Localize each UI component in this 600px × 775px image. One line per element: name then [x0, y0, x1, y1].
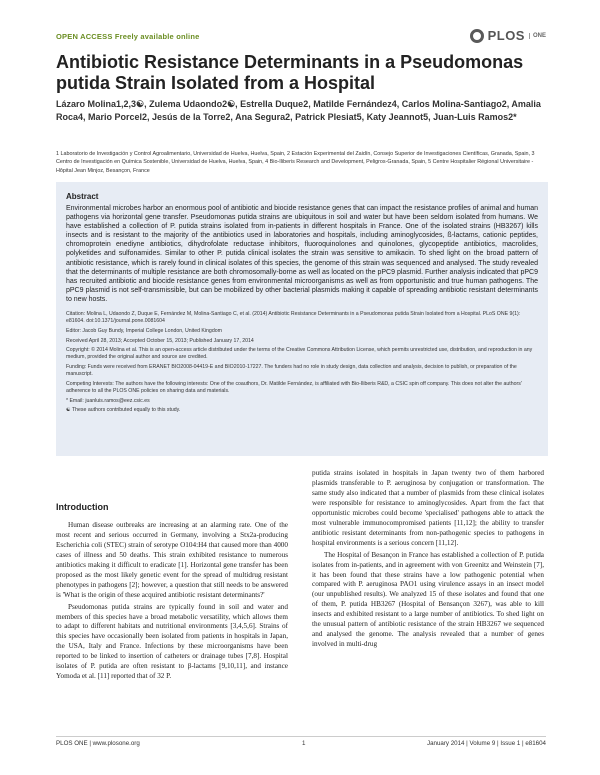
plos-one-label: ONE: [529, 33, 546, 39]
competing-interests: Competing Interests: The authors have the following interests: One of the coauthors, Dr. Matilde Fernández, is affiliated with Bio-Iliberis R&D, a CSIC spin off company. This does not alter the authors' adherence to all the PLOS ONE policies on sharing data and materials.: [66, 380, 522, 394]
page-footer: [56, 740, 546, 752]
email: * Email: juanluis.ramos@eez.csic.es: [66, 397, 150, 404]
funding: Funding: Funds were received from ERANET BIO2008-04419-E and BIO2010-17227. The funders had no role in study design, data collection and analysis, decision to publish, or preparation of the manuscript.: [66, 363, 517, 378]
intro-paragraph-1: Human disease outbreaks are increasing at an alarming rate. One of the most recent and serious occurred in Germany, involving a Stx2a-producing Escherichia coli (STEC) strain of serotype O104:H4 that caused more than 4000 cases of illness and 50 deaths. This strain exhibited resistance to numerous antibiotics making it difficult to eradicate [1]. Horizontal gene transfer has been proposed as the most likely genetic event for the spread of multidrug resistant phenotypes in pathogens [2]; however, a question that still needs to be answered is 'What is the origin of these acquired antibiotic resistant determinants?': [56, 520, 288, 599]
page-number: 1: [302, 740, 306, 747]
dates: Received April 28, 2013; Accepted October 15, 2013; Published January 17, 2014: [66, 337, 254, 344]
right-paragraph-2: The Hospital of Besançon in France has established a collection of P. putida isolates from in-patients, and in agreement with von Greenitz and Weinstein [7], it has been found that these strains have a low pathogenic potential when compared with P. aeruginosa PAO1 using virulence assays in an insect model (our unpublished results). We analyzed 15 of these isolates and found that one of them, P. putida HB3267 (Hospital of Bensançon 3267), was able to kill insects and exhibited resistant to a large number of antibiotics. To shed light on the unusual pattern of antibiotic resistance of the strain HB3267 we sequenced and analysed the genome. The analysis revealed that a number of genes involved in multi-drug: [312, 550, 544, 649]
abstract-box: [56, 182, 548, 456]
copyright: Copyright: © 2014 Molina et al. This is an open-access article distributed under the terms of the Creative Commons Attribution License, which permits unrestricted use, distribution, and reproduction in any medium, provided the original author and source are credited.: [66, 347, 533, 361]
right-paragraph-1: putida strains isolated in hospitals in Japan twenty two of them harbored plasmids transferable to P. aeruginosa by conjugation or transformation. The same study also indicated that a number of plasmids from these clinical isolates were responsible for resistance to aminoglycosides. Apart from the fact that opportunistic microbes could become 'specialised' pathogens able to attack the most vulnerable immunocompromised patients [11,12]; the ability to transfer antibiotic resistant determinants from non-pathogenic species to pathogens in hospital environments is a serious concern [11,12].: [312, 469, 544, 547]
footer-journal: PLOS ONE | www.plosone.org: [56, 740, 140, 747]
article-metadata: [66, 311, 538, 414]
article-title-text: Antibiotic Resistance Determinants in a Pseudomonas putida Strain Isolated from a Hospital: [56, 52, 524, 93]
open-access-access: ACCESS: [80, 32, 113, 41]
author-list: Lázaro Molina1,2,3☯, Zulema Udaondo2☯, Estrella Duque2, Matilde Fernández4, Carlos Molina-Santiago2, Amalia Roca4, Mario Porcel2, Jesús de la Torre2, Ana Segura2, Patrick Plesiat5, Katy Jeannot5, Juan-Luis Ramos2*: [56, 99, 541, 122]
right-column: [312, 469, 544, 650]
article-title: [56, 52, 546, 94]
affiliations: 1 Laboratorio de Investigación y Control Agroalimentario, Universidad de Huelva, Huelva, Spain, 2 Estación Experimental del Zaidín, Consejo Superior de Investigaciones Científicas, Granada, Spain, 3 Centro de Investigación en Química Sostenible, Universidad de Huelva, Huelva, Spain, 4 Bio-Iliberis Research and Development, Peligros-Granada, Spain, 5 Centre Hospitalier Régional Universitaire - Hôpital Jean Minjoz, Besançon, France: [56, 151, 535, 174]
open-access-open: OPEN: [56, 32, 79, 41]
open-access-label: [56, 32, 199, 41]
editor: Editor: Jacob Guy Bundy, Imperial College London, United Kingdom: [66, 327, 222, 334]
equal-contribution: ☯ These authors contributed equally to this study.: [66, 407, 181, 414]
top-bar: [56, 28, 546, 46]
plos-circle-icon: [470, 29, 484, 43]
abstract-text: Environmental microbes harbor an enormous pool of antibiotic and biocide resistance genes that can impact the resistance profiles of animal and human pathogens via horizontal gene transfer. Pseudomonas putida strains are ubiquitous in soil and water but have been seldom isolated from humans. We have established a collection of P. putida strains isolated from in-patients in different hospitals in France. One of the isolated strains (HB3267) kills insects and is resistant to the majority of the antibiotics used in laboratories and hospitals, including aminoglycosides, ß-lactams, cationic peptides, chromoprotein enediyne antibiotics, dihydrofolate reductase inhibitors, fluoroquinolones and quinolones, glycopeptide antibiotics, macrolides, polyketides and sulfonamides. Similar to other P. putida clinical isolates the strain was sensitive to amikacin. To shed light on the broad pattern of antibiotic resistance, which is rarely found in clinical isolates of this species, the genome of this strain was sequenced and analysed. The study revealed that the determinants of multiple resistance are both chromosomally-borne as well as located on the pPC9 plasmid. Further analysis indicated that pPC9 has recruited antibiotic and biocide resistance genes from environmental microorganisms as well as from opportunistic and true human pathogens. The pPC9 plasmid is not self-transmissible, but can be mobilized by other bacterial plasmids making it capable of spreading antibiotic resistant determinants to new hosts.: [66, 205, 538, 303]
footer-divider: [56, 736, 546, 737]
citation: Citation: Molina L, Udaondo Z, Duque E, Fernández M, Molina-Santiago C, et al. (2014) Antibiotic Resistance Determinants in a Pseudomonas putida Strain Isolated from a Hospital. PLoS ONE 9(1): e81604. doi:10.1371/journal.pone.0081604: [66, 311, 521, 325]
freely-available-text: Freely available online: [114, 32, 200, 41]
footer-issue: January 2014 | Volume 9 | Issue 1 | e81604: [426, 740, 546, 747]
plos-logo: [470, 28, 546, 43]
plos-wordmark: PLOS: [487, 28, 525, 43]
intro-paragraph-2: Pseudomonas putida strains are typically found in soil and water and members of this species have a broad metabolic versatility, which allows them to adapt to different habitats and nutritional environments [3,4,5,6]. Strains of this species have occasionally been isolated from patients in hospitals in Japan, the USA, Italy and France. Infections by these microorganisms have been reported to be linked to insertion of catheters or drainage tubes [7,8]. Hospital isolates of P. putida are often resistant to β-lactams [9,10,11], and instance Yomoda et al. [11] reported that of 32 P.: [56, 602, 288, 681]
abstract-heading: Abstract: [66, 192, 99, 201]
intro-heading: Introduction: [56, 502, 109, 512]
left-column: [56, 503, 288, 682]
